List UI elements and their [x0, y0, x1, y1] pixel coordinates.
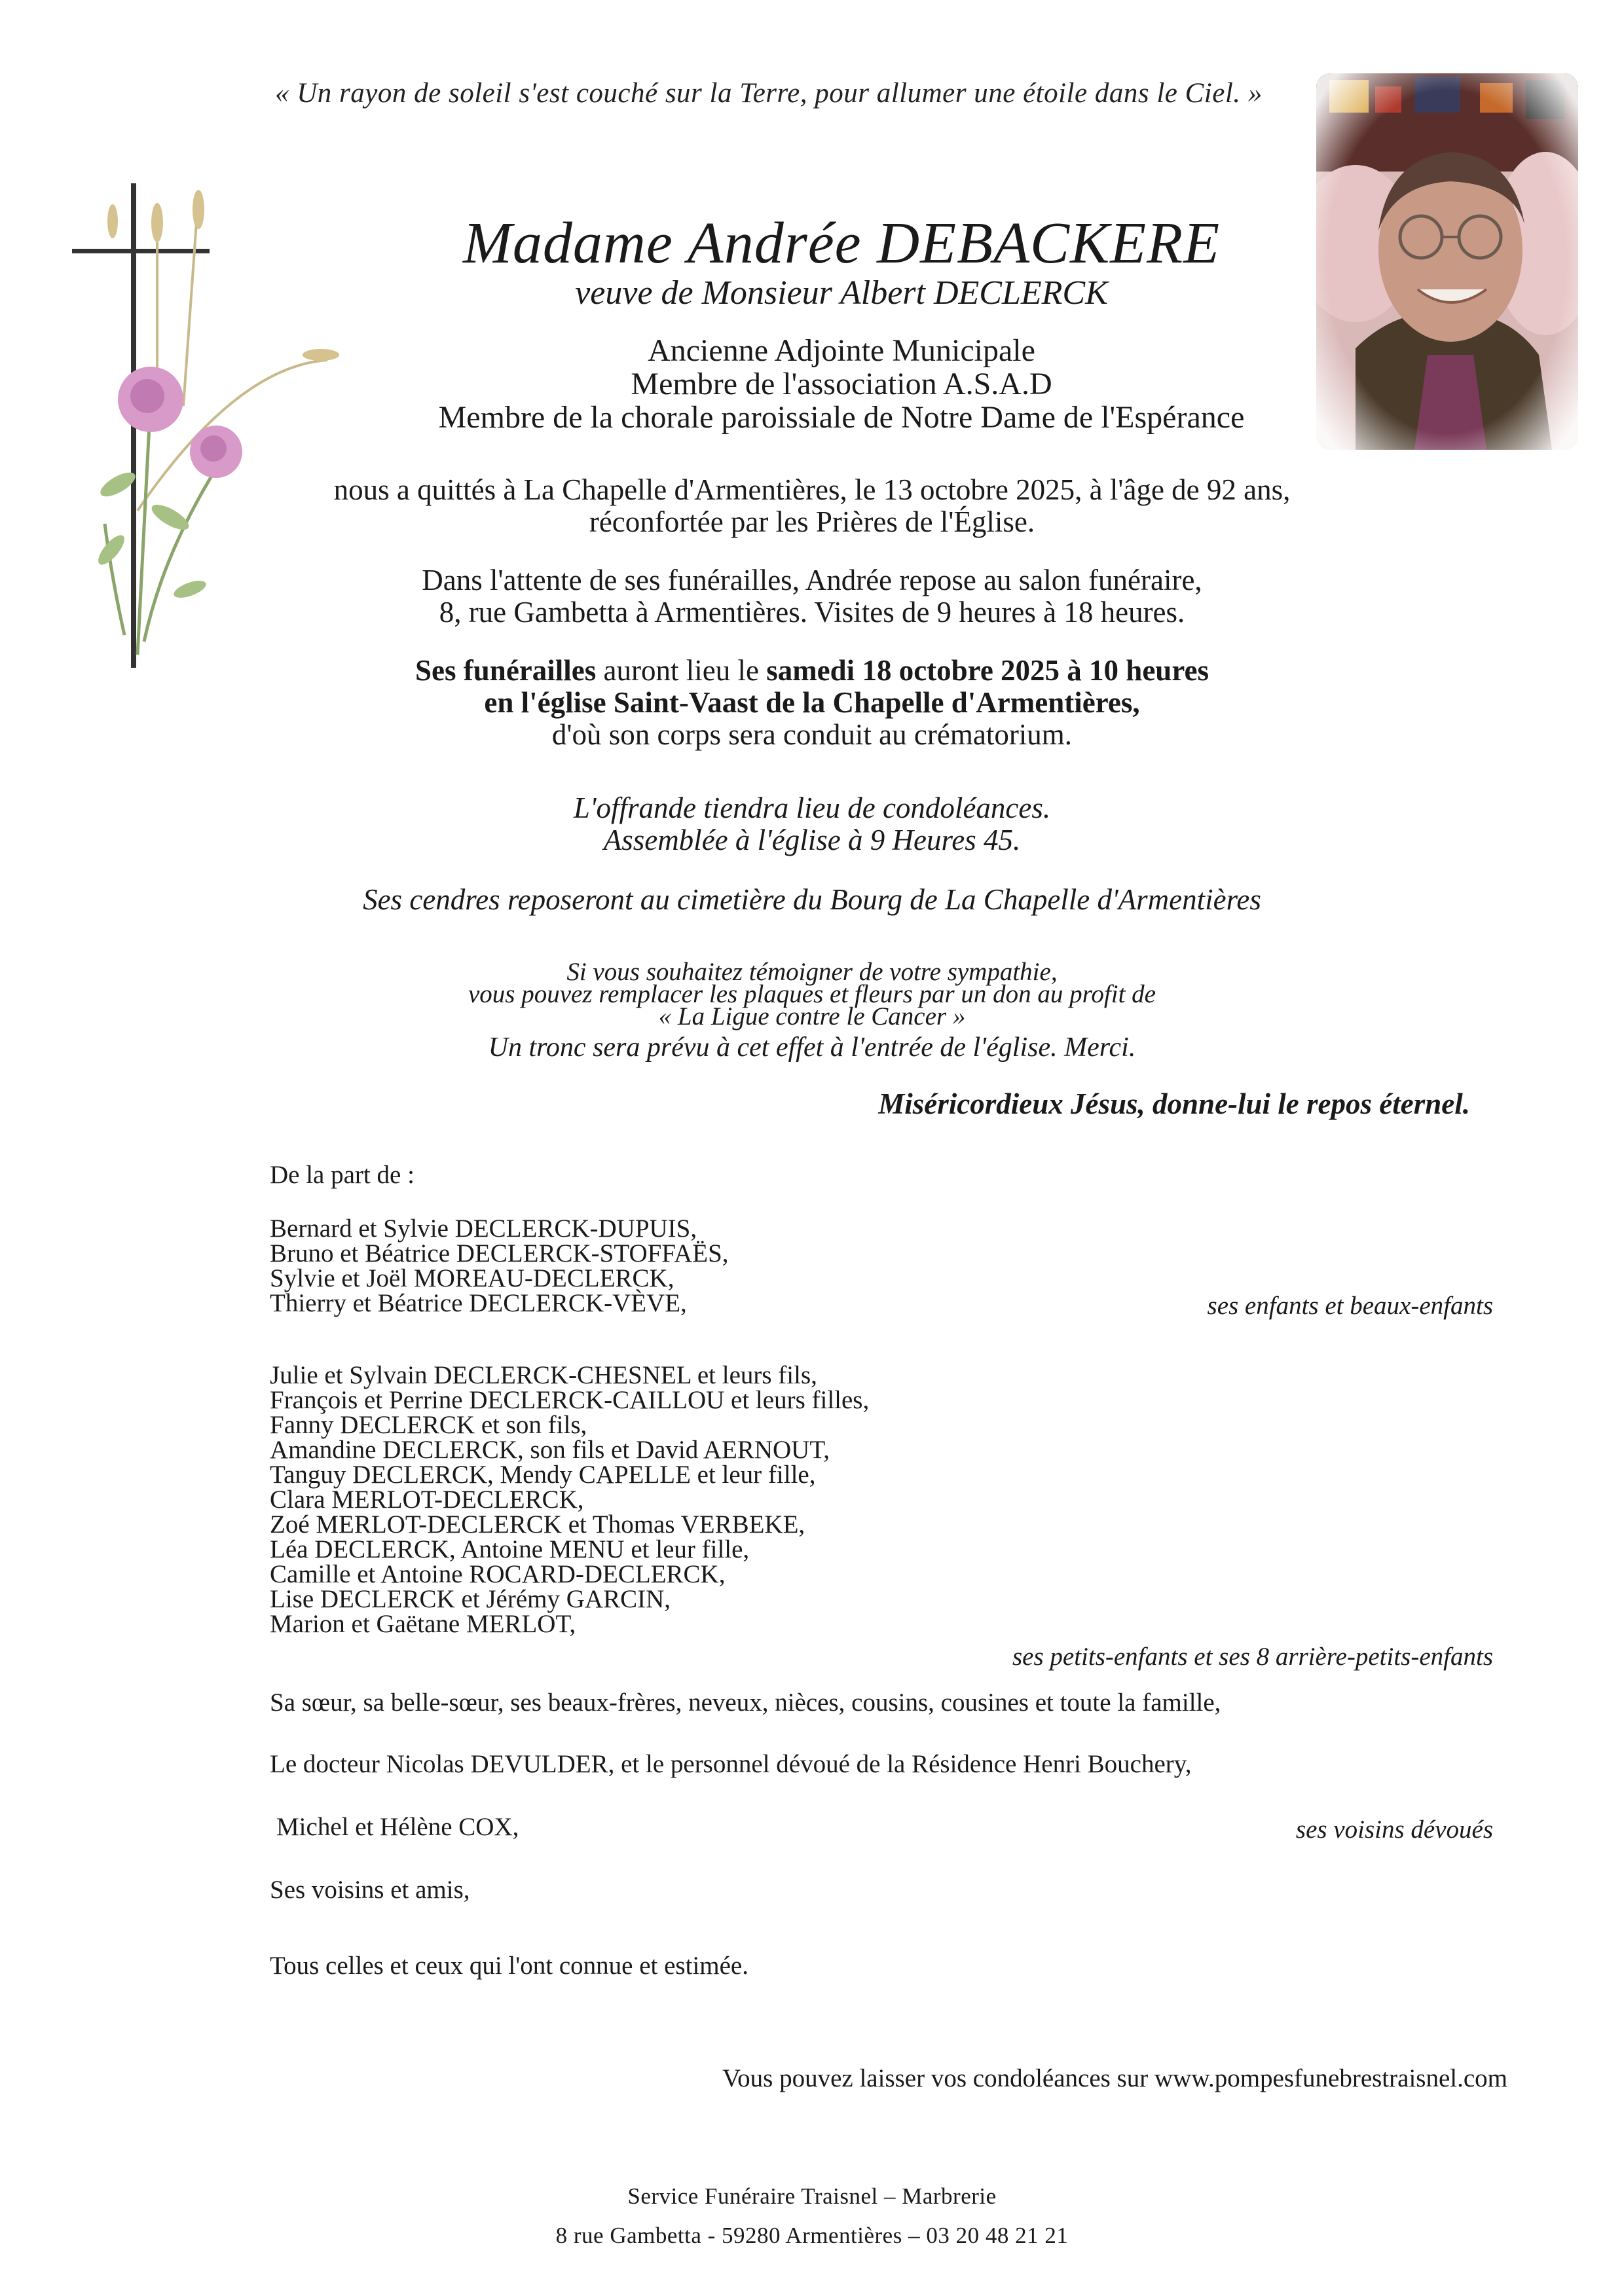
family-name-line: Julie et Sylvain DECLERCK-CHESNEL et leurs fils, [270, 1361, 817, 1389]
funeral-line [275, 655, 1349, 687]
family-name-line: Léa DECLERCK, Antoine MENU et leur fille, [270, 1535, 750, 1563]
prayer-line: Miséricordieux Jésus, donne-lui le repos éternel. [878, 1087, 1470, 1120]
death-notice-line: réconfortée par les Prières de l'Église. [589, 505, 1035, 538]
all-line: Tous celles et ceux qui l'ont connue et estimée. [270, 1952, 748, 1980]
epigraph-quote: « Un rayon de soleil s'est couché sur la Terre, pour allumer une étoile dans le Ciel. » [275, 78, 1263, 109]
funeral-location [275, 687, 1349, 719]
family-name-line: Sylvie et Joël MOREAU-DECLERCK, [270, 1264, 674, 1292]
children-relation: ses enfants et beaux-enfants [1207, 1292, 1493, 1320]
donation-line: « La Ligue contre le Cancer » [658, 1002, 966, 1030]
donation-line: Si vous souhaitez témoigner de votre sympathie, [566, 958, 1058, 986]
footer-address: 8 rue Gambetta - 59280 Armentières – 03 20 48 21 21 [555, 2223, 1069, 2248]
condolences-line: Vous pouvez laisser vos condoléances sur www.pompesfunebrestraisnel.com [722, 2064, 1507, 2092]
widow-of-line: veuve de Monsieur Albert DECLERCK [575, 274, 1108, 312]
role-line: Ancienne Adjointe Municipale [648, 333, 1035, 368]
funeral-text: auront lieu le [596, 654, 767, 687]
portrait-photo [1316, 73, 1578, 450]
ashes-line: Ses cendres reposeront au cimetière du Bourg de La Chapelle d'Armentières [363, 883, 1261, 916]
role-line: Membre de l'association A.S.A.D [631, 367, 1052, 401]
family-line: Sa sœur, sa belle-sœur, ses beaux-frères, neveux, nièces, cousins, cousines et toute la famille, [270, 1688, 1221, 1717]
doctor-line: Le docteur Nicolas DEVULDER, et le personnel dévoué de la Résidence Henri Bouchery, [270, 1750, 1192, 1778]
funeral-date: samedi 18 octobre 2025 à 10 heures [766, 654, 1209, 687]
family-name-line: Lise DECLERCK et Jérémy GARCIN, [270, 1585, 671, 1613]
from-label: De la part de : [270, 1161, 415, 1189]
funeral-emphasis: Ses funérailles [415, 654, 597, 687]
donation-line: Un tronc sera prévu à cet effet à l'entrée de l'église. Merci. [488, 1032, 1136, 1063]
role-line: Membre de la chorale paroissiale de Notre Dame de l'Espérance [438, 400, 1245, 435]
funeral-location-text: en l'église Saint-Vaast de la Chapelle d'Armentières, [484, 686, 1140, 719]
grandchildren-relation: ses petits-enfants et ses 8 arrière-petits-enfants [1012, 1643, 1493, 1671]
neighbours-names: Michel et Hélène COX, [276, 1813, 519, 1841]
offering-line: L'offrande tiendra lieu de condoléances. [573, 792, 1051, 824]
family-name-line: Camille et Antoine ROCARD-DECLERCK, [270, 1560, 726, 1588]
neighbours-relation: ses voisins dévoués [1295, 1815, 1493, 1844]
family-name-line: Thierry et Béatrice DECLERCK-VÈVE, [270, 1289, 687, 1317]
family-name-line: François et Perrine DECLERCK-CAILLOU et leurs filles, [270, 1386, 870, 1414]
rest-notice-line: Dans l'attente de ses funérailles, Andrée repose au salon funéraire, [422, 564, 1202, 596]
family-name-line: Bruno et Béatrice DECLERCK-STOFFAËS, [270, 1239, 729, 1267]
friends-line: Ses voisins et amis, [270, 1876, 470, 1904]
family-name-line: Bernard et Sylvie DECLERCK-DUPUIS, [270, 1214, 697, 1243]
family-name-line: Zoé MERLOT-DECLERCK et Thomas VERBEKE, [270, 1510, 805, 1539]
rest-notice-line: 8, rue Gambetta à Armentières. Visites de 9 heures à 18 heures. [439, 596, 1185, 629]
family-name-line: Marion et Gaëtane MERLOT, [270, 1610, 576, 1638]
offering-line: Assemblée à l'église à 9 Heures 45. [603, 824, 1021, 856]
family-name-line: Amandine DECLERCK, son fils et David AERNOUT, [270, 1436, 830, 1464]
family-name-line: Fanny DECLERCK et son fils, [270, 1411, 587, 1439]
funeral-crematorium-line: d'où son corps sera conduit au crématorium. [551, 718, 1073, 751]
deceased-name: Madame Andrée DEBACKERE [462, 211, 1221, 276]
death-notice-line: nous a quittés à La Chapelle d'Armentières, le 13 octobre 2025, à l'âge de 92 ans, [333, 473, 1291, 506]
family-name-line: Tanguy DECLERCK, Mendy CAPELLE et leur fille, [270, 1461, 816, 1489]
donation-line: vous pouvez remplacer les plaques et fleurs par un don au profit de [468, 980, 1156, 1008]
footer-company: Service Funéraire Traisnel – Marbrerie [627, 2183, 997, 2209]
family-name-line: Clara MERLOT-DECLERCK, [270, 1485, 584, 1514]
